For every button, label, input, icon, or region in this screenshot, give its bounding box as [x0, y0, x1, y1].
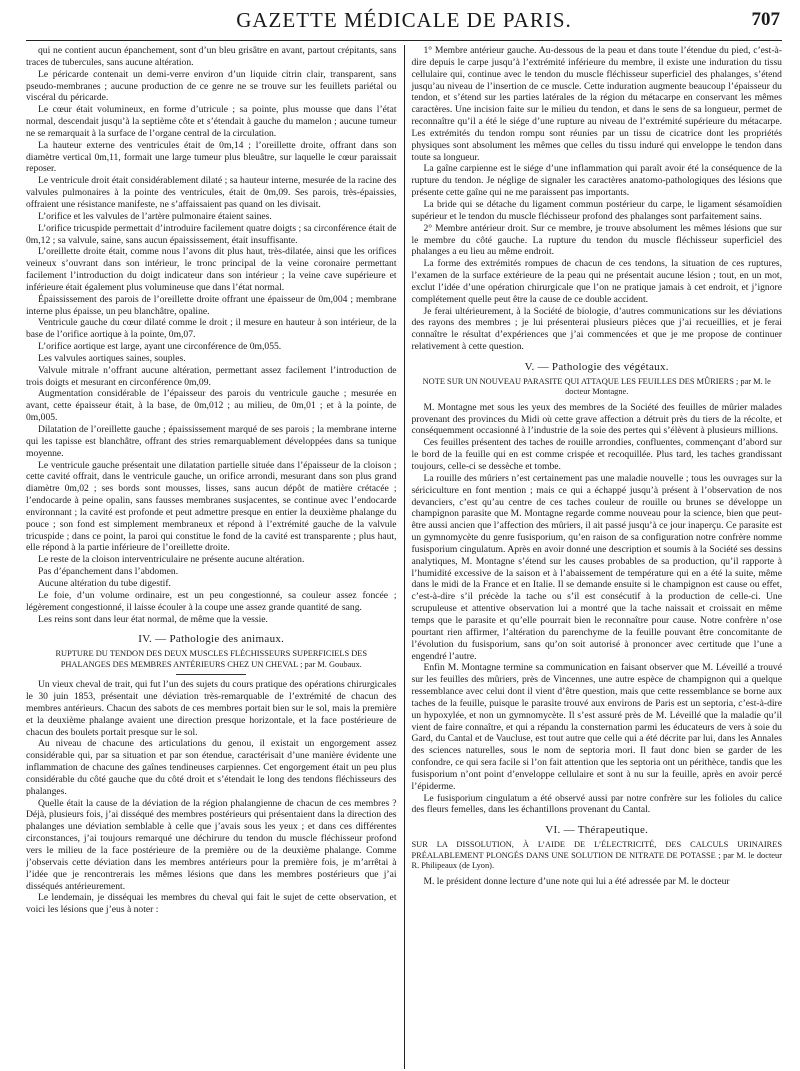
paragraph: Le fusisporium cingulatum a été observé aussi par notre confrère sur les folioles du calice des fleurs femelles, dans les échantillons provenant du Cantal.: [411, 792, 782, 816]
paragraph: Quelle était la cause de la déviation de la région phalangienne de chacun de ces membres ? Déjà, plusieurs fois, j’ai disséqué des membres postérieurs qui présentaient dans la direction des phalanges une déviation semblable à celle que j’avais sous les yeux ; et dans ces différentes circonstances, j’ai toujours remarqué une déchirure du tendon du muscle fléchisseur profond vers le milieu de la face postérieure de la première ou de la deuxième phalange. Comme j’observais cette déviation dans les membres antérieurs pour la première fois, je m’arrêtai à l’idée que je rencontrerais les mêmes lésions que dans les membres postérieurs que j’ai disséqués antérieurement.: [26, 797, 397, 892]
paragraph: Les reins sont dans leur état normal, de même que la vessie.: [38, 613, 268, 625]
paragraph: Épaississement des parois de l’oreillette droite offrant une épaisseur de 0m,004 ; membrane interne plus épaisse, un peu blanchâtre, opaline.: [26, 293, 397, 317]
page-number: 707: [751, 9, 780, 30]
left-column: [26, 45, 397, 1069]
column-rule: [404, 45, 405, 1069]
paragraph: Un vieux cheval de trait, qui fut l’un des sujets du cours pratique des opérations chirurgicales le 30 juin 1853, présentait une déviation très-remarquable de l’extrémité de chacun des membres antérieurs. Chacun des sabots de ces membres portait bien sur le sol, mais la première et la deuxième phalange avaient une direction presque horizontale, et la face postérieure de chacun des boulets portait presque sur le sol.: [26, 679, 397, 738]
paragraph: La rouille des mûriers n’est certainement pas une maladie nouvelle ; tous les ouvrages sur la sériciculture en font mention ; mais ce qui a échappé jusqu’à présent à l’observation de nos devanciers, c’est qu’au centre de ces taches couleur de rouille ou brunes se développe un champignon parasite que M. Montagne regarde comme nouveau pour la science, bien que peut-être aussi ancien que l’affection des mûriers, il ait passé jusqu’à ce jour inaperçu. Ce parasite est un gymnomycète du genre fusisporium, qu’en raison de sa configuration notre confrère nomme fusisporium cingulatum. Après en avoir donné une description et soumis à la Société ses dessins analytiques, M. Montagne s’étend sur les causes probables de sa production, qu’il rapporte à l’humidité excessive de la saison et à l’abaissement de température qui en a été la suite, même dans le midi de la France et en Italie. Il se demande ensuite si le champignon est cause ou effet, c’est-à-dire s’il précède la tache ou s’il est consécutif à la production de celle-ci. Une scrupuleuse et attentive observation lui a montré que la tache naissait et croissait en même temps que le parasite et qu’elle pourrait bien le reconnaître pour cause. Notre confrère n’ose pourtant rien affirmer, l’altération du parenchyme de la feuille pouvant être concomitante de l’évolution du fusisporium, sans qu’on soit autorisé à prononcer avec certitude que l’une a engendré l’autre.: [411, 472, 782, 662]
paragraph: L’oreillette droite était, comme nous l’avons dit plus haut, très-dilatée, ainsi que les orifices veineux s’ouvrant dans son intérieur, le tronc principal de la veine coronaire permettant facilement l’introduction du doigt indicateur dans son intérieur ; la veine cave supérieure et inférieure était également plus volumineuse que dans l’état normal.: [26, 246, 397, 293]
section-heading-v: V. — Pathologie des végétaux.: [524, 360, 669, 373]
paragraph: Valvule mitrale n’offrant aucune altération, permettant assez facilement l’introduction de trois doigts et mesurant en circonférence 0m,09.: [26, 364, 397, 388]
paragraph: 2° Membre antérieur droit. Sur ce membre, je trouve absolument les mêmes lésions que sur le membre du côté gauche. La rupture du tendon du muscle fléchisseur superficiel des phalanges a eu lieu au même endroit.: [411, 222, 782, 258]
paragraph: La hauteur externe des ventricules était de 0m,14 ; l’oreillette droite, offrant dans son diamètre vertical 0m,11, formait une large tumeur plus bleuâtre, sur laquelle le cœur paraissait reposer.: [26, 139, 397, 175]
paragraph: Le reste de la cloison interventriculaire ne présente aucune altération.: [38, 554, 305, 566]
paragraph: qui ne contient aucun épanchement, sont d’un bleu grisâtre en avant, partout crépitants, sans traces de tubercules, sans aucune altération.: [26, 45, 397, 68]
left-paragraphs-b: [26, 679, 397, 916]
paragraph: Le péricarde contenait un demi-verre environ d’un liquide citrin clair, transparent, sans pseudo-membranes ; aucune production de ce genre ne se trouve sur les feuillets pariétal ou viscéral du péricarde.: [26, 68, 397, 104]
paragraph: Au niveau de chacune des articulations du genou, il existait un engorgement assez considérable qui, par sa situation et par son étendue, caractérisait d’une manière évidente une inflammation de chacune des gaînes tendineuses carpiennes. Cet engorgement était un peu plus considérable du côté gauche que du côté droit et s’étendait le long des tendons fléchisseurs des phalanges.: [26, 738, 397, 797]
paragraph: La forme des extrémités rompues de chacun de ces tendons, la situation de ces ruptures, l’examen de la surface extérieure de la peau qui ne présentait aucune lésion ; tout, en un mot, exclut l’idée d’une opération chirurgicale que l’on ne pratique jamais à cet endroit, et j’ignore complétement quelle peut être la cause de ce double accident.: [411, 258, 782, 305]
paragraph: Augmentation considérable de l’épaisseur des parois du ventricule gauche ; mesurée en avant, cette épaisseur était, à la base, de 0m,012 ; au milieu, de 0m,01 ; et à la pointe, de 0m,005.: [26, 388, 397, 424]
paragraph: Ventricule gauche du cœur dilaté comme le droit ; il mesure en hauteur à son intérieur, de la base de l’orifice aortique à la pointe, 0m,07.: [26, 317, 397, 341]
paragraph: Enfin M. Montagne termine sa communication en faisant observer que M. Léveillé a trouvé sur les feuilles des mûriers, près de Vincennes, une autre espèce de champignon qui a quelque ressemblance avec celui dont il vient d’être question, mais que cette ressemblance se borne aux taches de la feuille, puisque le parasite trouvé aux environs de Paris est un septoria, c’est-à-dire un hypoxylée, et non un gymnomycète. Il s’est assuré près de M. Léveillé que la maladie qu’il vient de faire connaître, et qui a répandu la consternation parmi les éducateurs de vers à soie du Gard, du Cantal et de Vaucluse, est tout autre que celle qui a été décrite par lui, dans les Annales des sciences naturelles, sous le nom de septoria mori. Il faut donc bien se garder de les confondre, ce qui sera facile si l’on fait attention que les septoria ont un périthèce, tandis que les fusisporium n’ont point d’enveloppe cellulaire et sont à nu sur la feuille, après en avoir percé l’épiderme.: [411, 662, 782, 792]
paragraph: Le lendemain, je disséquai les membres du cheval qui fait le sujet de cette observation, et voici les lésions que j’eus à noter :: [26, 892, 397, 916]
journal-title: GAZETTE MÉDICALE DE PARIS.: [236, 7, 572, 32]
paragraph: Aucune altération du tube digestif.: [38, 577, 171, 589]
right-paragraphs-c: [411, 876, 782, 888]
two-column-body: [26, 45, 782, 1069]
paragraph: L’orifice tricuspide permettait d’introduire facilement quatre doigts ; sa circonférence était de 0m,12 ; sa valvule, saine, sans aucun épaississement, était insuffisante.: [26, 222, 397, 246]
paragraph: La gaîne carpienne est le siége d’une inflammation qui paraît avoir été la conséquence de la rupture du tendon. Je néglige de signaler les caractères anatomo-pathologiques des lésions que présente cette gaîne qui ne me paraissent pas importants.: [411, 163, 782, 199]
paragraph: Dilatation de l’oreillette gauche ; épaississement marqué de ses parois ; la membrane interne qui les tapisse est blanchâtre, offrant des stries remarquablement développées dans sa tunique moyenne.: [26, 424, 397, 459]
paragraph: L’orifice aortique est large, ayant une circonférence de 0m,055.: [38, 341, 282, 353]
left-paragraphs-a: [26, 45, 397, 625]
paragraph: Je ferai ultérieurement, à la Société de biologie, d’autres communications sur les déviations des rayons des membres ; je lui présenterai plusieurs pièces que j’ai recueillies, et je ferai connaître le résultat d’expériences que j’ai commencées et que je me propose de continuer relativement à cette question.: [411, 305, 782, 353]
paragraph: Le ventricule gauche présentait une dilatation partielle située dans l’épaisseur de la cloison ; cette cavité offrait, dans le ventricule gauche, un orifice arrondi, mesurant dans son plus grand diamètre 0m,02 ; ses bords sont mousses, lisses, sans aucun dépôt de matière crétacée ; l’endocarde à peine opalin, sans fausses membranes susjacentes, se continue avec l’endocarde environnant ; la cavité est profonde et peut admettre presque en entier la deuxième phalange du pouce ; son fond est simplement membraneux et répond à l’extrémité gauche de la valvule tricuspide ; dans ce point, la paroi qui constitue le fond de la cavité est transparente ; plus haut, elle répond à la partie inférieure de l’oreillette droite.: [26, 459, 397, 554]
paragraph: L’orifice et les valvules de l’artère pulmonaire étaient saines.: [38, 210, 272, 222]
section-heading-iv: IV. — Pathologie des animaux.: [138, 633, 285, 646]
paragraph: La bride qui se détache du ligament commun postérieur du carpe, le ligament sésamoïdien supérieur et le tendon du muscle fléchisseur profond des phalanges sont parfaitement sains.: [411, 198, 782, 222]
paragraph: Le ventricule droit était considérablement dilaté ; sa hauteur interne, mesurée de la racine des valvules pulmonaires à la pointe des ventricules, était de 0m,09. Ses parois, très-épaissies, offraient une résistance manifeste, ne s’affaissaient pas quand on les divisait.: [26, 175, 397, 210]
right-column: [411, 45, 782, 1069]
right-paragraphs-b: [411, 402, 782, 817]
paragraph: Les valvules aortiques saines, souples.: [38, 352, 186, 364]
right-paragraphs-a: [411, 45, 782, 353]
paragraph: Le foie, d’un volume ordinaire, est un peu congestionné, sa couleur assez foncée ; légèrement congestionné, il laisse écouler à la coupe une assez grande quantité de sang.: [26, 589, 397, 613]
paragraph: Pas d’épanchement dans l’abdomen.: [38, 566, 179, 578]
section-vi-subtitle: SUR LA DISSOLUTION, À L’AIDE DE L’ÉLECTRICITÉ, DES CALCULS URINAIRES PRÉALABLEMENT PLONGÉS DANS UNE SOLUTION DE NITRATE DE POTASSE ; par M. le docteur R. Philipeaux (de Lyon).: [411, 840, 782, 871]
paragraph: Le cœur était volumineux, en forme d’utricule ; sa pointe, plus mousse que dans l’état normal, descendait jusqu’à la septième côte et s’étendait à gauche du mamelon ; aucune tumeur ne se remarquait à la surface de l’organe central de la circulation.: [26, 104, 397, 139]
section-iv-subtitle: RUPTURE DU TENDON DES DEUX MUSCLES FLÉCHISSEURS SUPERFICIELS DES PHALANGES DES MEMBRES ANTÉRIEURS CHEZ UN CHEVAL ; par M. Goubaux.: [55, 649, 368, 669]
paragraph: M. le président donne lecture d’une note qui lui a été adressée par M. le docteur: [423, 875, 730, 887]
paragraph: 1° Membre antérieur gauche. Au-dessous de la peau et dans toute l’étendue du pied, c’est-à-dire depuis le carpe jusqu’à l’extrémité inférieure du membre, il existe une induration du tissu cellulaire qui, continue avec le tendon du muscle fléchisseur superficiel des phalanges, s’étend jusqu’au niveau de l’insertion de ce muscle. Cette induration augmente beaucoup l’épaisseur du tendon, et s’étend sur les parties latérales de la région du métacarpe en conservant les mêmes caractères. Une incision faite sur le milieu du tendon, et dans le sens de sa longueur, permet de reconnaître qu’il a été le siége d’une rupture au niveau de l’extrémité supérieure du métacarpe. Les extrémités du tendon rompu sont réunies par un tissu de cicatrice dont les propriétés physiques sont absolument les mêmes que celles du tissu induré qui enveloppe le tendon dans toute sa longueur.: [411, 45, 782, 163]
divider: [176, 674, 246, 675]
section-heading-vi: VI. — Thérapeutique.: [545, 824, 649, 837]
paragraph: M. Montagne met sous les yeux des membres de la Société des feuilles de mûrier malades provenant des provinces du Midi où cette grave affection a détruit près du tiers de la récolte, et conséquemment occasionné à l’industrie de la soie des pertes qui s’élèvent à plusieurs millions.: [411, 401, 782, 437]
section-v-subtitle: NOTE SUR UN NOUVEAU PARASITE QUI ATTAQUE LES FEUILLES DES MÛRIERS ; par M. le docteur Montagne.: [422, 376, 771, 397]
paragraph: Ces feuilles présentent des taches de rouille arrondies, confluentes, commençant d’abord sur le bord de la feuille qui en est comme crispée et recoquillée. Plus tard, les taches grandissant toujours, celle-ci se dessèche et tombe.: [411, 437, 782, 472]
page-header: [26, 0, 782, 41]
